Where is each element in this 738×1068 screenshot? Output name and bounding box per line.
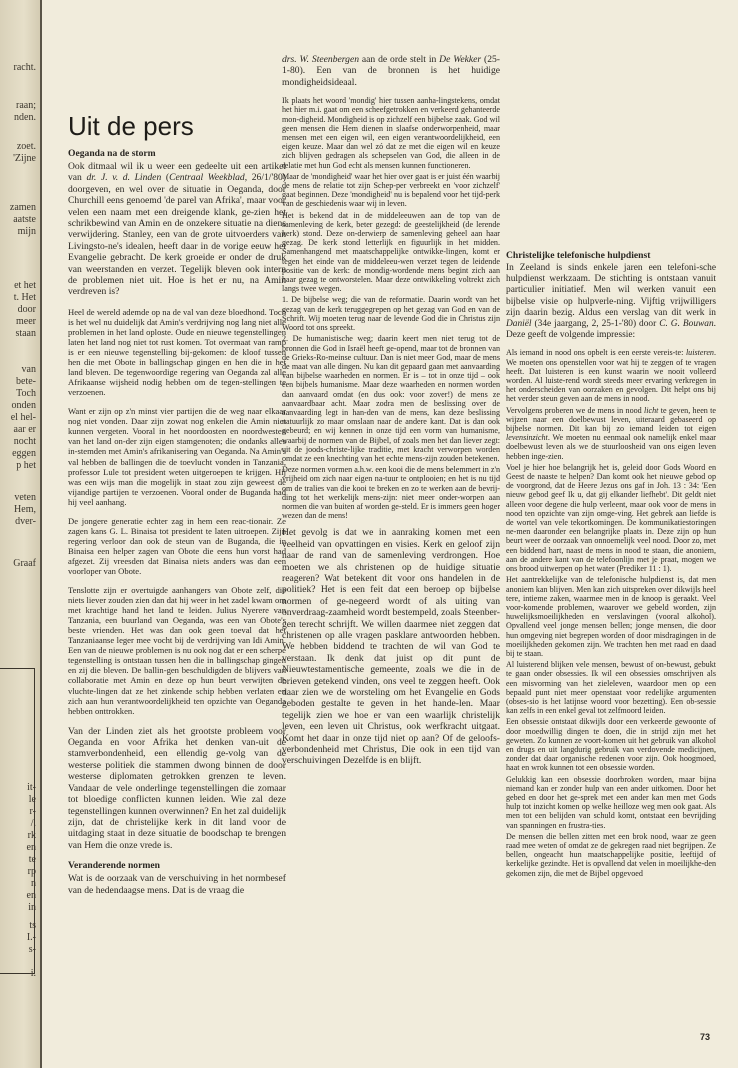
- margin-fragment: staan: [15, 328, 36, 339]
- margin-fragment: r-: [29, 806, 36, 817]
- quote-paragraph: 1. De bijbelse weg; die van de reformatie. Daarin wordt van het gezag van de kerk teruggegrepen op het gezag van God en van de Schrift. Wij moeten terug naar de levende God die in Christus zijn Woord tot ons spreekt.: [282, 295, 500, 333]
- margin-fragment: mijn: [17, 226, 36, 237]
- margin-fragment: bete-: [16, 376, 36, 387]
- section-heading-oeganda: Oeganda na de storm: [68, 148, 156, 159]
- body-paragraph: In Zeeland is sinds enkele jaren een telefoni-sche hulpdienst werkzaam. De stichting is ontstaan vanuit particulier initiatief. Men wil werken vanuit een bijbelse visie op hulpverle-ning. Vijftig vrijwilligers zijn daarin bezig. Aldus een verslag van dit werk in Daniël (34e jaargang, 2, 25-1-'80) door C. G. Bouwan. Deze geeft de volgende impressie:: [506, 263, 716, 341]
- margin-fragment: onden: [11, 400, 36, 411]
- margin-fragment: Graaf: [13, 558, 36, 569]
- margin-fragment: Hem,: [14, 504, 36, 515]
- quote-paragraph: Deze normen vormen a.h.w. een kooi die de mens belemmert in z'n vrijheid om zich naar eigen na-tuur te ontplooien; en het is nu tijd om de tralies van die kooi te breken en zo te werken aan de bevrij-ding tot het werkelijk mens-zijn: niet meer onder-worpen aan normen die van buiten af worden ge-steld. Er is immers geen hoger wezen dan de mens!: [282, 465, 501, 521]
- quote-paragraph: De jongere generatie echter zag in hem een reac-tionair. Ze zagen kans G. L. Binaisa tot president te laten uitroepen. Zijn regering verloor dan ook de steun van de Buganda, die in Binaisa een helper zagen van Obote die eens hun vorst had afgezet. Zij vreesden dat Binaisa niets anders was dan een voorloper van Obote.: [68, 515, 286, 576]
- margin-fragment: racht.: [13, 62, 36, 73]
- margin-fragment: rk: [27, 830, 36, 841]
- quote-paragraph: Want er zijn op z'n minst vier partijen die de weg naar elkaar nog niet vonden. Daar zijn zowat nog enkelen die Amin niet kunnen vergeten. Vooral in het noordoosten en noordwesten van het land on-der zijn eigen stamgenoten; die ondanks alles in-stemden met Amin's afrikanisering van Oeganda. Na Amin's val hebben de ballingen die de toevlucht vonden in Tanzania, professor Lule tot president weten uitgeroepen te krijgen. Hij was een wijs man die mogelijk in staat zou zijn geweest de vijandige partijen te verzoenen. Vooral onder de Buganda had hij veel aanhang.: [68, 406, 286, 507]
- quote-paragraph: Het aantrekkelijke van de telefonische hulpdienst is, dat men anoniem kan blijven. Men kan zich uitspreken over dikwijls heel tere, intieme zaken, waarmee men in de knoop is geraakt. Veel voor-komende problemen, waarover we gebeld worden, zijn huwelijksmoeilijkheden en verslavingen (vooral alkohol). Opvallend veel jonge mensen bellen; jonge mensen, die door hun omgeving niet begrepen worden of door misdragingen in de moeilijkheden gekomen zijn. We trachten hen met raad en daad bij te staan.: [506, 575, 716, 658]
- page-title: Uit de pers: [68, 111, 194, 141]
- margin-fragment: ts: [29, 920, 36, 931]
- magazine-page: [42, 0, 738, 1068]
- margin-fragment: in: [28, 902, 36, 913]
- margin-fragment: zamen: [9, 202, 36, 213]
- margin-fragment: zoet.: [16, 141, 36, 152]
- page-number: 73: [700, 1032, 711, 1042]
- previous-page-margin: [0, 0, 42, 1068]
- column-3: [506, 250, 716, 880]
- margin-fragment: n: [31, 878, 36, 889]
- body-paragraph: drs. W. Steenbergen aan de orde stelt in De Wekker (25-1-80). Een van de bronnen is het huidige mondigheidsideaal.: [282, 54, 500, 88]
- margin-fragment: i.: [30, 968, 36, 979]
- quote-paragraph: Gelukkig kan een obsessie doorbroken worden, maar bijna niemand kan er zonder hulp van een ander uitkomen. Door het gebed en door het ge-sprek met een ander kan men met Gods hulp tot inzicht komen op welke heilloze weg men ook gaat. Als men tot een belijden van schuld komt, ontstaat een bevrijding van spanningen en frustra-ties.: [506, 774, 716, 830]
- quote-paragraph: Het is bekend dat in de middeleeuwen aan de top van de samenleving de kerk, beter gezegd: de geestelijkheid (de lerende kerk) stond. Deze on-derwierp de samenleving geheel aan haar gezag. De kerk stond letterlijk en figuurlijk in het midden. Samenhangend met maatschappelijke ontwikke-lingen, komt er tegen het einde van de middeleeu-wen verzet tegen de leidende positie van de kerk: de mondig-wordende mens begint zich aan haar gezag te ontworstelen. Maar deze ontwikkeling voltrekt zich langs twee wegen.: [282, 210, 500, 294]
- margin-fragment: rp: [27, 866, 36, 877]
- margin-fragment: en: [26, 890, 36, 901]
- margin-fragment: p het: [16, 460, 36, 471]
- quote-paragraph: Voel je hier hoe belangrijk het is, geleid door Gods Woord en Geest de naaste te helpen? Dan komt ook het nieuwe gebod op de voorgrond, dat de Heere Jezus ons gaf in Joh. 13 : 34: 'Een nieuw gebod geef Ik u, dat gij elkander liefhebt'. Dit geldt niet alleen voor degene die hulp verleent, maar ook voor de mens in nood ten opzichte van zijn omge-ving. Het gebrek aan liefde is de wortel van vele tekortkomingen. De kommunikatiestoringen ne-men daaronder een belangrijke plaats in. Deze zijn op hun beurt weer de oorzaak van onnoemelijk veel nood. Door zo, met een biddend hart, naast de mens in nood te staan, die anoniem, aan de andere kant van de telefoonlijn met je praat, mogen we ons brood uitwerpen op het water (Prediker 11 : 1).: [506, 462, 716, 574]
- margin-fragment: en: [26, 842, 36, 853]
- margin-fragment: it-: [27, 782, 36, 793]
- margin-fragment: dver-: [15, 516, 36, 527]
- margin-fragment: aatste: [13, 214, 36, 225]
- body-paragraph: Wat is de oorzaak van de verschuiving in het normbesef van de hedendaagse mens. Dat is de vraag die: [68, 873, 286, 896]
- quote-paragraph: Vervolgens proberen we de mens in nood licht te geven, heen te wijzen naar een doelbewust leven, uiteraard gebaseerd op bijbelse normen. Dit kan bij zo iemand leiden tot eigen levensinzicht. We moeten nu eenmaal ook namelijk enkel maar doelbewust leven als we de stuurloosheid van ons eigen leven hebben inge-zien.: [506, 405, 716, 461]
- quote-paragraph: Als iemand in nood ons opbelt is een eerste vereis-te: luisteren. We moeten ons openstellen voor wat hij te zeggen of te vragen heeft. Dat luisteren is een kunst waarin we nooit volleerd worden. Al luiste-rend wordt steeds meer ervaring verkregen in het onderscheiden van oorzaken en gevolgen. Dit helpt ons bij het verder steun geven aan de mens in nood.: [506, 348, 716, 404]
- quote-paragraph: Een obsessie ontstaat dikwijls door een verkeerde gewoonte of door moedwillig dingen te doen, die in strijd zijn met het geweten. Zo kunnen ze voort-komen uit het gebruik van alkohol en drugs en uit langdurig gebruik van verdovende medicijnen, zonder dat daar organische redenen voor zijn. Ook hoogmoed, haat en wrok kunnen tot een obsessie worden.: [506, 717, 716, 773]
- section-heading-hulpdienst: Christelijke telefonische hulpdienst: [506, 250, 651, 261]
- column-2: [282, 54, 500, 767]
- quote-paragraph: Maar de 'mondigheid' waar het hier over gaat is er juist één waarbij de mens de relatie tot zijn Schep-per verbreekt en 'voor zichzelf' gaat beginnen. Deze 'mondigheid' nu is bepalend voor het tijd-perk van de geschiedenis waar wij in leven.: [282, 171, 500, 209]
- intro-paragraph: Ook ditmaal wil ik u weer een gedeelte uit een artikel van dr. J. v. d. Linden (Centraal Weekblad, 26/1/'80) doorgeven, en wel over de situatie in Oeganda, door Churchill eens genoemd 'de parel van Afrika', maar voor velen een naam met een dreigende klank, ge-zien het schrikbewind van Amin en de onzekere situatie na diens verwijdering. Stanley, een van de grote uitvoerders van Livingsto-ne's idealen, heeft daar in de vorige eeuw het Evangelie gebracht. De kerk groeide er onder de druk van weerstanden en verzet. Tegelijk bleven ook intern de problemen niet uit. Hoe is het er nu, na Amin verdreven is?: [68, 161, 286, 298]
- margin-fragment: aar er: [13, 424, 36, 435]
- quote-paragraph: Tenslotte zijn er overtuigde aanhangers van Obote zelf, die niets liever zouden zien dan dat hij weer in het zadel kwam om met krachtige hand het land te leiden. Julius Nyerere van Tanzania, een buurland van Oeganda, was een van Obote's beste vrienden. Het was dan ook geen toeval dat het Tanzaniaanse leger mee vocht bij de verdrijving van Idi Amin. Een van de nieuwe problemen is nu ook nog dat er een scherpe tegenstelling is ontstaan tussen hen die in ballingschap gingen en zij die bleven. De ballin-gen beschuldigden de blijvers van collaboratie met Amin en deze op hun beurt verwijten de vluchte-lingen dat ze het zinkende schip hebben verlaten en zich aan hun verantwoordelijkheid ten opzichte van Oeganda hebben onttrokken.: [68, 585, 286, 716]
- margin-fragment: le: [28, 794, 36, 805]
- body-paragraph: Het gevolg is dat we in aanraking komen met een veelheid van opvattingen en visies. Kerk en geloof zijn naar de rand van de samenleving verdrongen. Hoe moeten we als christenen op de huidige situatie reageren? Wat betekent dit voor ons handelen in de politiek? Het is een feit dat een beroep op bijbelse normen of ge-negeerd wordt of als uiting van onverdraag-zaamheid wordt bestempeld, zoals Steenber-gen terecht schrijft. We willen daarmee niet zeggen dat christenen op alle vragen pasklare antwoorden hebben. We hebben biddend te trachten de wil van God te verstaan. Ik denk dat juist op dit punt de Nieuwtestamentische gemeente, zoals we die in de brieven getekend vinden, ons veel te zeggen heeft. Ook daar zien we de worsteling om het Evangelie en Gods geboden gestalte te geven in het hande-len. Maar tegelijk zien we hoe er van een waarlijk christelijk leven, een leven uit Christus, ook werfkracht uitgaat. Komt het daar in onze tijd niet op aan? Of de geloofs-verbondenheid met Christus, Die ook in een tijd van verschuivingen Dezelfde is en blijft.: [282, 527, 500, 767]
- margin-fragment: nocht: [13, 436, 36, 447]
- margin-fragment: el hel-: [10, 412, 36, 423]
- margin-fragment: t. Het: [13, 292, 36, 303]
- margin-fragment: van: [21, 364, 36, 375]
- margin-fragment: te: [28, 854, 36, 865]
- margin-fragment: /.: [30, 818, 36, 829]
- margin-fragment: Toch: [16, 388, 36, 399]
- quote-paragraph: Al luisterend blijken vele mensen, bewust of on-bewust, gebukt te gaan onder obsessies. Ik wil een obsessies omschrijven als een misvorming van het zieleleven, waardoor men op een bepaald punt niet meer openstaat voor redelijke argumenten (obses-sio is het latijnse woord voor bezetting). Een ob-sessie kan zelfs in een enkel geval tot zelfmoord leiden.: [506, 660, 716, 716]
- quote-paragraph: 2. De humanistische weg; daarin keert men niet terug tot de bronnen die God in Israël heeft ge-opend, maar tot de bronnen van de Grieks-Ro-meinse cultuur. Dan is niet meer God, maar de mens de maat van alle dingen. Nu kan dit gepaard gaan met aanvaarding van bijbelse waarheden en normen. Er is – tot in onze tijd – ook een bijbels humanisme. Maar deze waarheden en normen worden dan aanvaard omdat (en dus ook: voor zover!) de mens ze aanvaardbaar acht. Maar zodra men de beslissing over de aanvaarding legt in han-den van de mens, kan deze beslissing natuurlijk zo maar omslaan naar de andere kant. Dat is dan ook gebeurd; en wij kennen in onze tijd een vorm van humanisme, waarbij de normen van de Bijbel, of zoals men het dan liever zegt: uit de joods-christe-lijke traditie, met kracht verworpen worden omdat ze een knechting van het echte mens-zijn zouden betekenen.: [282, 334, 500, 463]
- margin-fragment: eggen: [12, 448, 36, 459]
- quote-paragraph: Ik plaats het woord 'mondig' hier tussen aanha-lingstekens, omdat het hier m.i. gaat om een scheefgetrokken en verkeerd gehanteerde mon-digheid. Mondigheid is op zichzelf een bijbelse zaak. God wil geen mensen die Hem dienen in slaafse onderworpenheid, maar mensen met een eigen wil, een eigen verantwoordelijkheid, een eigen keuze. Maar dan wel zó dat ze met die eigen wil en keuze zich blijven gedragen als schepselen van God, die alleen in de relatie met hun God echt als mensen kunnen functioneren.: [282, 96, 500, 170]
- section-heading-normen: Veranderende normen: [68, 860, 160, 872]
- margin-fragment: raan;: [16, 100, 36, 111]
- column-1: [68, 112, 286, 896]
- quote-paragraph: Heel de wereld ademde op na de val van deze bloedhond. Toch is het wel nu duidelijk dat Amin's verdrijving nog lang niet alle problemen in het land oploste. Oude en nieuwe tegenstellingen laten het land nog niet tot rust komen. Tot overmaat van ramp is er een nieuwe tegenstelling bij-gekomen: de kloof tussen hen die met Obote in ballingschap gingen en hen die in het land bleven. De tegenwoordige regering van Oeganda zal alle Afrikaanse wijsheid nodig hebben om de tegen-stellingen te verzoenen.: [68, 306, 286, 398]
- margin-fragment: I.-: [26, 932, 36, 943]
- margin-fragment: nden.: [14, 112, 36, 123]
- margin-fragment: veten: [14, 492, 36, 503]
- quote-paragraph: De mensen die bellen zitten met een brok nood, waar ze geen raad mee weten of omdat ze de gekregen raad niet begrijpen. Ze bellen, ongeacht hun maatschappelijke positie, leeftijd of kerkelijke gezindte. Het is opvallend dat velen in moeilijkhe-den gekomen zijn, die met de Bijbel opgevoed: [506, 831, 716, 878]
- body-paragraph: Van der Linden ziet als het grootste probleem voor Oeganda en voor Afrika het denken van-uit de stamverbondenheid, een ellendig ge-volg van de westerse politiek die stammen dwong binnen de door westerse diplomaten getrokken grenzen te leven. Vandaar de vele onderlinge tegenstellingen die zomaar tot bloedige conflicten kunnen leiden. Wie zal deze tegenstellingen kunnen overwinnen? En het zal duidelijk zijn, dat de christelijke kerk in dit land voor de uitdaging staat in deze situatie de boodschap te brengen van Hem die onze vrede is.: [68, 725, 286, 851]
- quote-block: [68, 307, 286, 716]
- margin-fragment: 'Zijne: [13, 153, 36, 164]
- margin-fragment: meer: [16, 316, 36, 327]
- margin-fragment: s-: [28, 944, 36, 955]
- margin-fragment: et het: [14, 280, 36, 291]
- margin-fragment: door: [17, 304, 36, 315]
